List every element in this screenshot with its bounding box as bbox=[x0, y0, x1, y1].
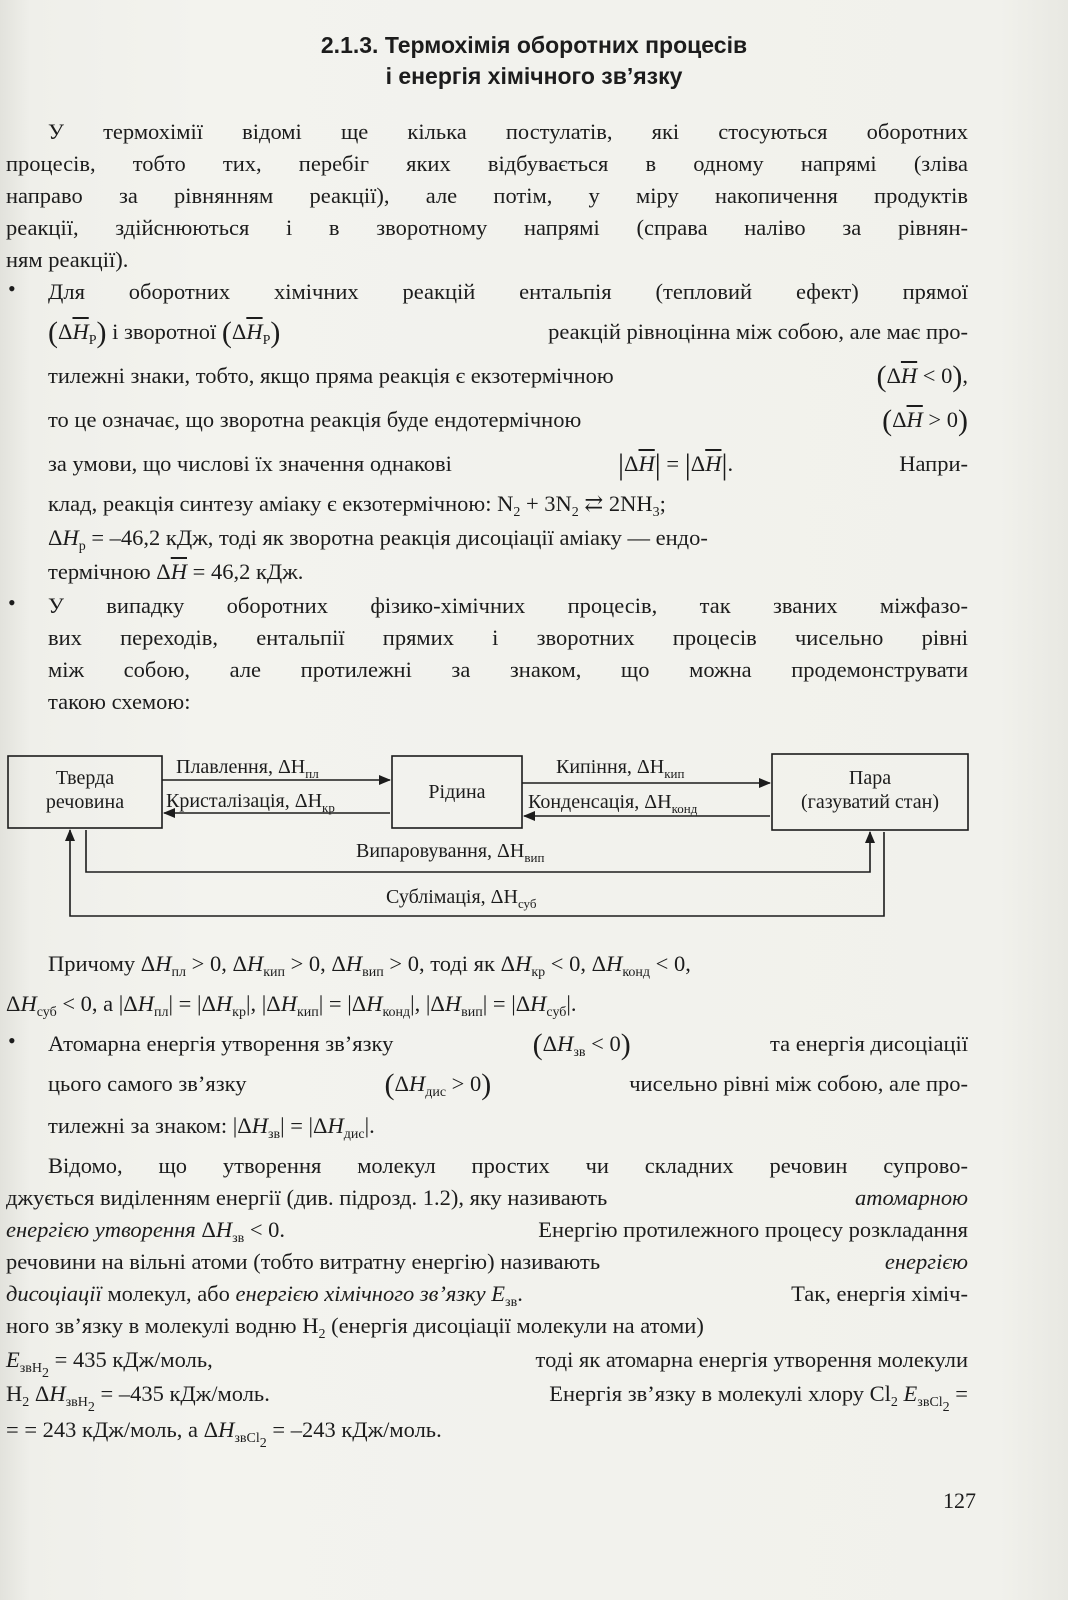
final-l5d: Так, енергія хіміч- bbox=[791, 1281, 968, 1306]
final-l3b: Енергію протилежного процесу розкладання bbox=[538, 1217, 968, 1242]
bullet1-line-5: за умови, що числові їх значення однакові $|\Delta\overline{H}| = |\Delta\overline{H}|$. Напри- bbox=[48, 448, 968, 481]
intro-line-3: направо за рівнянням реакції), але потім, у міру накопичення продуктів bbox=[6, 183, 968, 208]
bullet3-line-2: цього самого зв’язку $(\Delta H_{дис} > 0)$ чисельно рівні між собою, але про- bbox=[48, 1068, 968, 1101]
sublimation-label: Сублімація, $\Delta H_{суб}$ bbox=[386, 886, 537, 911]
bullet3-line-3: тилежні за знаком: $|\Delta H_{зв}| = |\Delta H_{дис}|$. bbox=[48, 1113, 375, 1142]
final-l2b: атомарною bbox=[854, 1185, 968, 1210]
final-l4b: енергією bbox=[884, 1249, 968, 1274]
final-l6b: (енергія дисоціації молекули на атоми) bbox=[325, 1313, 704, 1338]
after-diagram-line-2: $\Delta H_{суб} < 0$, а $|\Delta H_{пл}| = |\Delta H_{кр}|$, $|\Delta H_{кип}| = |\Delta H_{конд}|$, $|\Delta H_{вип}| = |\Delta H_{суб}|$. bbox=[6, 991, 577, 1020]
final-l5c: енергією хімічного зв’язку bbox=[235, 1281, 486, 1306]
final-l8a: = –435 кДж/моль. bbox=[100, 1381, 270, 1406]
boiling-label: Кипіння, $\Delta H_{кип}$ bbox=[556, 756, 685, 781]
condensation-label: Конденсація, $\Delta H_{конд}$ bbox=[528, 791, 698, 816]
section-heading bbox=[0, 30, 1068, 92]
page-number: 127 bbox=[943, 1488, 976, 1513]
final-line-1: Відомо, що утворення молекул простих чи складних речовин супрово- bbox=[48, 1153, 968, 1178]
after-l2a: а bbox=[103, 991, 114, 1016]
final-line-3: енергією утворення $\Delta H_{зв} < 0$. Енергію протилежного процесу розкладання bbox=[6, 1214, 968, 1247]
bullet1-line-2: $(\Delta\overline{H}_P)$ і зворотної $(\Delta\overline{H}_P)$ реакцій рівноцінна між собою, але має про- bbox=[48, 316, 968, 349]
bullet-marker-3: • bbox=[8, 1028, 16, 1053]
bullet1-line-7: $\Delta H_p = -46,2$ кДж, тоді як зворотна реакція дисоціації аміаку — ендо- bbox=[48, 525, 708, 554]
bullet1-l4: то це означає, що зворотна реакція буде ендотермічною bbox=[48, 407, 582, 432]
final-l6: ного зв’язку в молекулі водню H bbox=[6, 1313, 319, 1338]
bullet1-line-6: клад, реакція синтезу аміаку є екзотермічною: $N_2 + 3N_2$ ⇄ $2NH_3$; bbox=[48, 491, 666, 520]
bullet3-l1b: та енергія дисоціації bbox=[770, 1031, 968, 1056]
bullet1-l8a: термічною bbox=[48, 559, 151, 584]
bullet3-l1a: Атомарна енергія утворення зв’язку bbox=[48, 1031, 394, 1056]
final-l9b: = –243 кДж/моль. bbox=[272, 1417, 442, 1442]
final-l2a: джується виділенням енергії (див. підрозд. 1.2), яку називають bbox=[6, 1185, 608, 1210]
final-line-2 bbox=[6, 1182, 968, 1215]
final-line-7: $E_{звH_2} = 435$ кДж/моль, тоді як атомарна енергія утворення молекули bbox=[6, 1344, 968, 1377]
bullet1-l8b: = 46,2 кДж. bbox=[187, 559, 304, 584]
bullet2-line-1: У випадку оборотних фізико-хімічних процесів, так званих міжфазо- bbox=[48, 593, 968, 618]
bullet3-line-1: Атомарна енергія утворення зв’язку $(\Delta H_{зв} < 0)$ та енергія дисоціації bbox=[48, 1028, 968, 1061]
crystallization-label: Кристалізація, $\Delta H_{кр}$ bbox=[166, 790, 335, 815]
final-l5a: дисоціації bbox=[6, 1281, 102, 1306]
bullet-marker-1: • bbox=[8, 276, 16, 301]
bullet1-l6c: ⇄ 2NH bbox=[578, 491, 653, 516]
solid-label-1: Тверда bbox=[55, 767, 115, 789]
bullet1-l2a: і зворотної bbox=[112, 319, 217, 344]
final-l7a: = 435 кДж/моль, bbox=[54, 1347, 213, 1372]
melting-label: Плавлення, $\Delta H_{пл}$ bbox=[176, 756, 319, 781]
bullet1-l6a: клад, реакція синтезу аміаку є екзотермічною: N bbox=[48, 491, 514, 516]
phase-transition-diagram bbox=[0, 750, 1068, 950]
after-l1b: тоді як bbox=[430, 951, 495, 976]
bullet1-l3: тилежні знаки, тобто, якщо пряма реакція є екзотермічною bbox=[48, 363, 614, 388]
final-line-9: = = 243 кДж/моль, а $\Delta H_{звCl_2} = -243$ кДж/моль. bbox=[6, 1417, 442, 1451]
bullet1-l5a: за умови, що числові їх значення однакові bbox=[48, 451, 452, 476]
final-line-6: ного зв’язку в молекулі водню $H_2$ (енергія дисоціації молекули на атоми) bbox=[6, 1313, 704, 1342]
bullet3-l2a: цього самого зв’язку bbox=[48, 1071, 247, 1096]
solid-label-2: речовина bbox=[45, 791, 125, 813]
final-line-8: $H_2$ $\Delta H_{звH_2} = -435$ кДж/моль. Енергія зв’язку в молекулі хлору $Cl_2$ $E_{звCl_2}$ = bbox=[6, 1381, 968, 1415]
bullet1-l6b: + 3N bbox=[520, 491, 572, 516]
bullet1-l2b: реакцій рівноцінна між собою, але має про- bbox=[548, 319, 968, 344]
evaporation-label: Випаровування, $\Delta H_{вип}$ bbox=[356, 840, 545, 865]
final-l3a: енергією утворення bbox=[6, 1217, 196, 1242]
after-diagram-line-1: Причому $\Delta H_{пл} > 0$, $\Delta H_{кип} > 0$, $\Delta H_{вип} > 0$, тоді як $\Delta H_{кр} < 0$, $\Delta H_{конд} < 0$, bbox=[48, 951, 691, 980]
final-l9a: = 243 кДж/моль, а bbox=[24, 1417, 199, 1442]
bullet2-line-4: такою схемою: bbox=[48, 689, 191, 714]
final-l5b: молекул, або bbox=[107, 1281, 230, 1306]
intro-line-1: У термохімії відомі ще кілька постулатів, які стосуються оборотних bbox=[48, 119, 968, 144]
bullet1-line-8: термічною $\Delta\overline{H} = 46,2$ кДж. bbox=[48, 559, 304, 584]
bullet1-line-4: то це означає, що зворотна реакція буде ендотермічною $(\Delta\overline{H} > 0)$ bbox=[48, 404, 968, 437]
intro-line-5: ням реакції). bbox=[6, 247, 129, 272]
final-l7b: тоді як атомарна енергія утворення молекули bbox=[535, 1347, 968, 1372]
final-l4a: речовини на вільні атоми (тобто витратну енергію) називають bbox=[6, 1249, 601, 1274]
intro-line-2: процесів, тобто тих, перебіг яких відбувається в одному напрямі (зліва bbox=[6, 151, 968, 176]
final-line-5: дисоціації молекул, або енергією хімічного зв’язку $E_{зв}$. Так, енергія хіміч- bbox=[6, 1278, 968, 1311]
bullet2-line-3: між собою, але протилежні за знаком, що можна продемонструвати bbox=[48, 657, 968, 682]
bullet1-l5b: Напри- bbox=[899, 451, 968, 476]
bullet3-l2b: чисельно рівні між собою, але про- bbox=[629, 1071, 968, 1096]
bullet1-l7a: = –46,2 кДж, тоді як зворотна реакція дисоціації аміаку — ендо- bbox=[85, 525, 708, 550]
bullet2-line-2: вих переходів, ентальпії прямих і зворотних процесів чисельно рівні bbox=[48, 625, 968, 650]
after-l1a: Причому bbox=[48, 951, 136, 976]
gas-label-1: Пара bbox=[848, 767, 892, 789]
gas-label-2: (газуватий стан) bbox=[800, 791, 940, 813]
bullet-marker-2: • bbox=[8, 590, 16, 615]
final-line-4 bbox=[6, 1246, 968, 1279]
heading-line-2: і енергія хімічного зв’язку bbox=[385, 63, 683, 89]
heading-line-1: 2.1.3. Термохімія оборотних процесів bbox=[320, 32, 748, 58]
bullet1-line-3: тилежні знаки, тобто, якщо пряма реакція є екзотермічною $(\Delta\overline{H} < 0)$, bbox=[48, 360, 968, 393]
intro-line-4: реакції, здійснюються і в зворотному напрямі (справа наліво за рівнян- bbox=[6, 215, 968, 240]
final-l8b: Енергія зв’язку в молекулі хлору Cl bbox=[549, 1381, 891, 1406]
bullet3-l3a: тилежні за знаком: bbox=[48, 1113, 228, 1138]
bullet1-line-1: Для оборотних хімічних реакцій ентальпія (тепловий ефект) прямої bbox=[48, 279, 968, 304]
liquid-label: Рідина bbox=[428, 781, 486, 803]
